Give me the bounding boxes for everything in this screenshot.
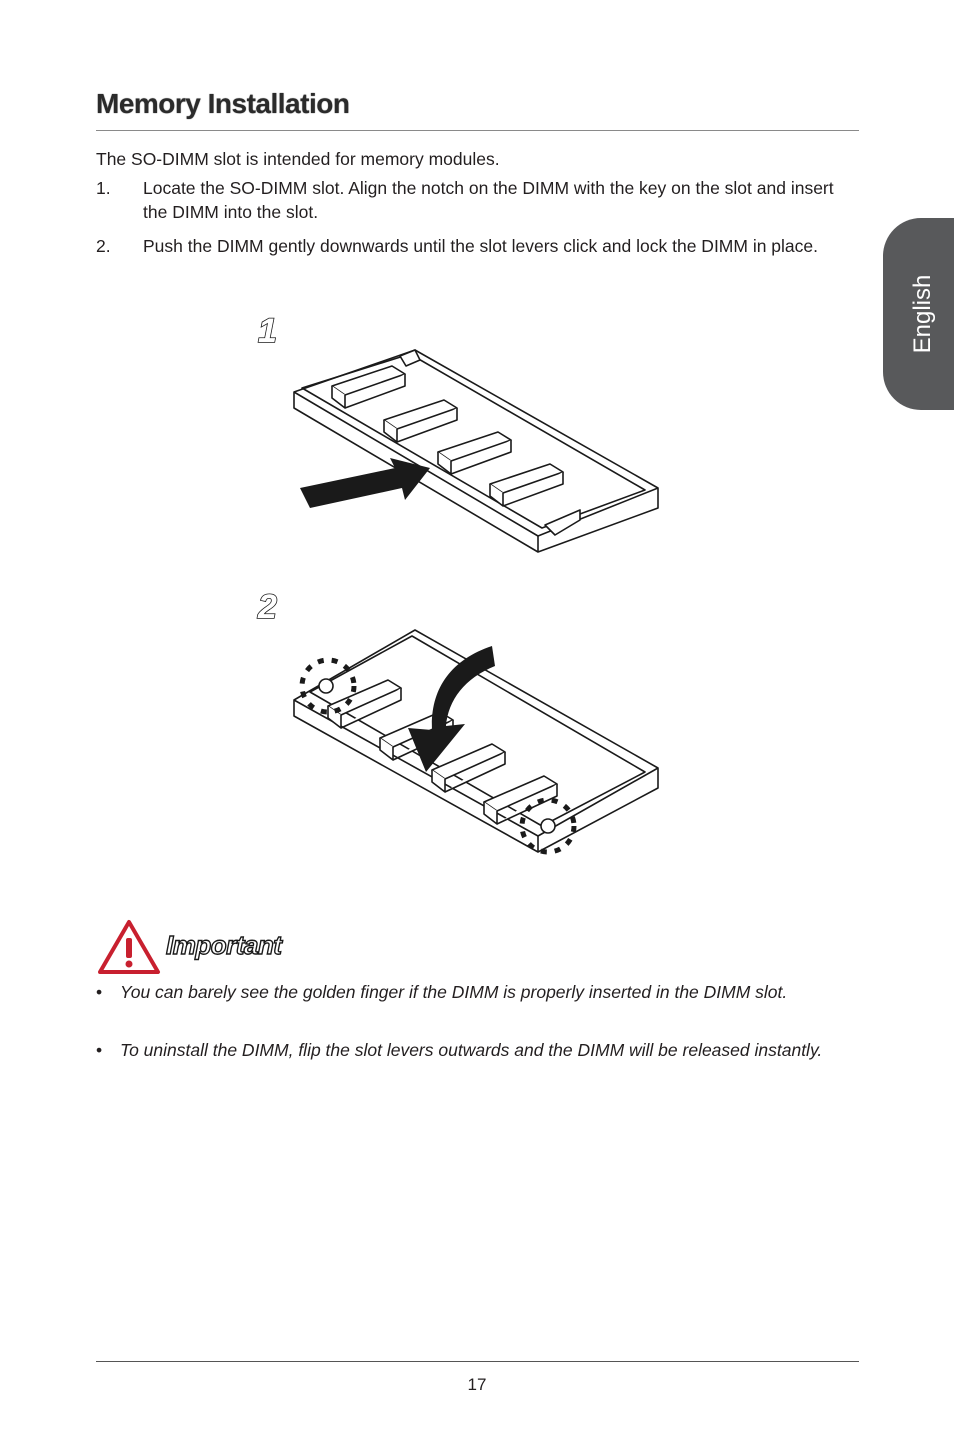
step-text: Locate the SO-DIMM slot. Align the notch on the DIMM with the key on the slot and insert the DIMM into the slot. [143, 178, 834, 222]
page-number: 17 [467, 1375, 487, 1394]
footer-divider [96, 1361, 859, 1362]
step-number: 1. [96, 178, 111, 198]
warning-triangle-icon [96, 918, 162, 976]
figure-2-lock-dimm [280, 620, 670, 860]
important-bullet [96, 980, 856, 1004]
figure-1-insert-dimm [280, 340, 670, 565]
bullet-text: To uninstall the DIMM, flip the slot levers outwards and the DIMM will be released instantly. [120, 1040, 823, 1060]
important-bullet [96, 1038, 856, 1062]
step-1 [96, 176, 856, 224]
bullet-text: You can barely see the golden finger if the DIMM is properly inserted in the DIMM slot. [120, 982, 788, 1002]
step-text: Push the DIMM gently downwards until the slot levers click and lock the DIMM in place. [143, 236, 819, 256]
important-heading: Important [166, 930, 282, 960]
bullet-icon: • [96, 982, 103, 1002]
figure-1-label: 1 [258, 312, 277, 350]
step-2 [96, 234, 856, 258]
insert-arrow-icon [300, 458, 430, 508]
title-divider [96, 130, 859, 131]
intro-text: The SO-DIMM slot is intended for memory modules. [96, 149, 500, 169]
language-tab [883, 218, 954, 410]
page-title: Memory Installation [96, 88, 350, 119]
step-number: 2. [96, 236, 111, 256]
figure-2-label: 2 [258, 588, 277, 626]
language-tab-label: English [909, 274, 936, 354]
bullet-icon: • [96, 1040, 103, 1060]
